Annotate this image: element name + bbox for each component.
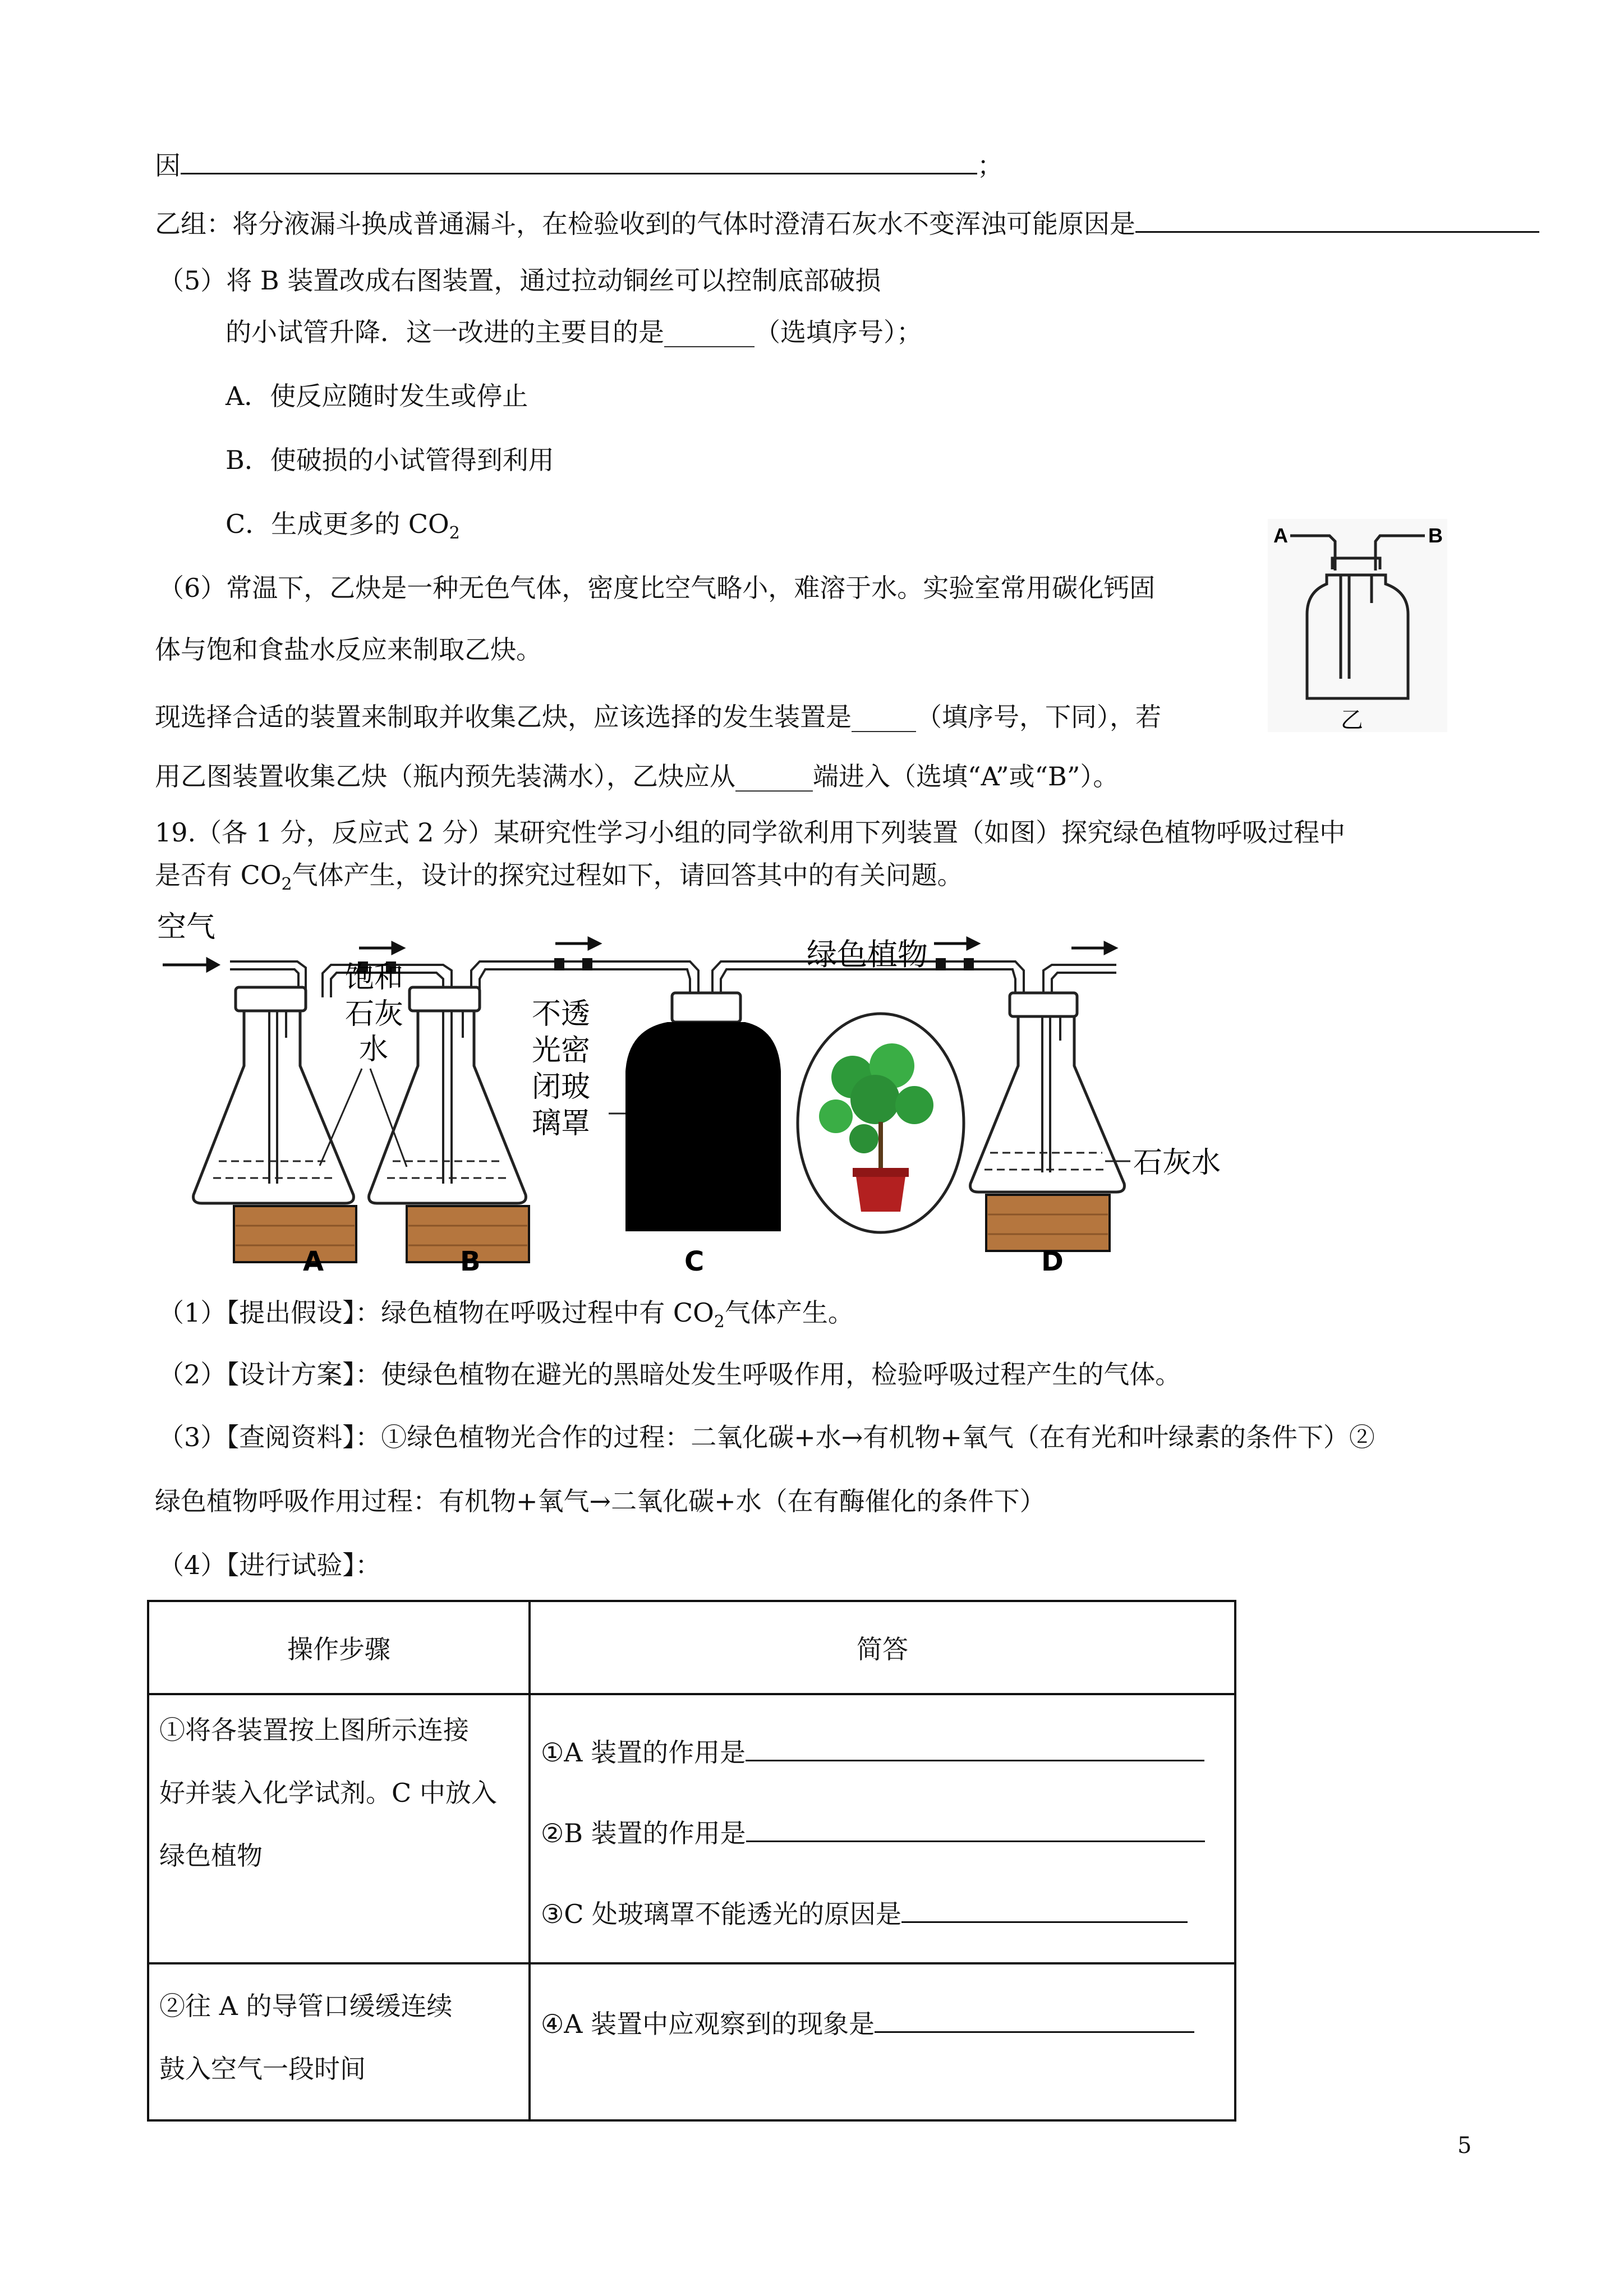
label-a: A [303, 1246, 324, 1277]
table-row [148, 1694, 1235, 1963]
cover-label-1: 不透 [532, 997, 591, 1031]
experiment-table [147, 1600, 1236, 2122]
opaque-bell-jar [625, 993, 781, 1231]
row1-answer-cell: ①A 装置的作用是 ②B 装置的作用是 ③C 处玻璃罩不能透光的原因是 [530, 1694, 1235, 1963]
page-number: 5 [1457, 2133, 1472, 2159]
q19-step2-design: （2）【设计方案】：使绿色植物在避光的黑暗处发生呼吸作用，检验呼吸过程产生的气体。 [158, 1359, 1181, 1389]
flask-a [194, 987, 356, 1262]
bottle-caption: 乙 [1341, 707, 1363, 733]
q18-part6-line3: 现选择合适的装置来制取并收集乙炔，应该选择的发生装置是_____（填序号，下同），若 [155, 702, 1161, 732]
header-answer: 简答 [530, 1601, 1235, 1694]
q18-option-a: A．使反应随时发生或停止 [226, 381, 528, 411]
q18-part5-line1: （5）将 B 装置改成右图装置，通过拉动铜丝可以控制底部破损 [158, 265, 881, 296]
q18-part6-line1: （6）常温下，乙炔是一种无色气体，密度比空气略小，难溶于水。实验室常用碳化钙固 [158, 573, 1156, 603]
saturated-label-2: 石灰 [345, 997, 404, 1031]
label-c: C [684, 1246, 705, 1277]
answer-blank[interactable] [181, 147, 977, 174]
answer-blank[interactable] [901, 1895, 1188, 1923]
q18-option-b: B．使破损的小试管得到利用 [226, 445, 554, 475]
q19-step3-line1: （3）【查阅资料】：①绿色植物光合作的过程：二氧化碳+水→有机物+氧气（在有光和叶绿素的条件下）② [158, 1422, 1375, 1452]
cover-label-3: 闭玻 [532, 1070, 591, 1104]
label-d: D [1041, 1246, 1064, 1277]
green-plant-label: 绿色植物 [807, 937, 928, 972]
air-inlet-arrow-icon [163, 959, 218, 970]
answer-blank[interactable] [1135, 205, 1539, 233]
limewater-label: 石灰水 [1133, 1146, 1221, 1180]
gas-bottle-figure [1268, 519, 1447, 732]
q18-reason-line: 因 ； [155, 147, 1003, 182]
apparatus-diagram [151, 903, 1221, 1285]
green-plant-icon [798, 1014, 964, 1232]
row1-step-cell: ①将各装置按上图所示连接 好并装入化学试剂。C 中放入 绿色植物 [148, 1694, 530, 1963]
q19-step1-hypothesis: （1）【提出假设】：绿色植物在呼吸过程中有 $CO_2$气体产生。 [158, 1297, 854, 1332]
q18-group-b-line: 乙组：将分液漏斗换成普通漏斗，在检验收到的气体时澄清石灰水不变浑浊可能原因是 [155, 205, 1539, 241]
answer-blank[interactable] [746, 1734, 1204, 1761]
cover-label-4: 璃罩 [532, 1107, 591, 1140]
q18-part6-line4: 用乙图装置收集乙炔（瓶内预先装满水），乙炔应从______端进入（选填“A”或“B”）。 [155, 761, 1119, 792]
saturated-label-3: 水 [359, 1033, 389, 1066]
saturated-label-1: 饱和 [345, 961, 404, 995]
q19-step3-line2: 绿色植物呼吸作用过程：有机物+氧气→二氧化碳+水（在有酶催化的条件下） [155, 1486, 1046, 1516]
q19-intro-line2: 是否有 $CO_2$气体产生，设计的探究过程如下，请回答其中的有关问题。 [155, 860, 963, 894]
label-b: B [460, 1246, 481, 1277]
row2-step-cell: ②往 A 的导管口缓缓连续 鼓入空气一段时间 [148, 1963, 530, 2120]
q18-part6-line2: 体与饱和食盐水反应来制取乙炔。 [155, 634, 542, 665]
q19-intro-line1: 19.（各 1 分，反应式 2 分）某研究性学习小组的同学欲利用下列装置（如图）探究绿色植物呼吸过程中 [155, 817, 1346, 848]
q19-step4-label: （4）【进行试验】： [158, 1550, 381, 1580]
answer-blank[interactable] [875, 2005, 1194, 2033]
table-row [148, 1963, 1235, 2120]
q18-part5-line2: 的小试管升降．这一改进的主要目的是_______（选填序号）； [226, 317, 922, 347]
q18-option-c: C．生成更多的 $CO_2$ [226, 509, 460, 543]
cover-label-2: 光密 [532, 1034, 591, 1068]
header-step: 操作步骤 [148, 1601, 530, 1694]
bottle-port-a-label: A [1273, 524, 1288, 547]
bottle-port-b-label: B [1428, 524, 1443, 547]
flask-d [970, 993, 1125, 1251]
row2-answer-cell: ④A 装置中应观察到的现象是 [530, 1963, 1235, 2120]
flow-arrows [359, 938, 1115, 953]
air-label: 空气 [157, 910, 216, 944]
table-header-row [148, 1601, 1235, 1694]
answer-blank[interactable] [746, 1815, 1205, 1842]
pointer-lines [320, 1069, 407, 1167]
